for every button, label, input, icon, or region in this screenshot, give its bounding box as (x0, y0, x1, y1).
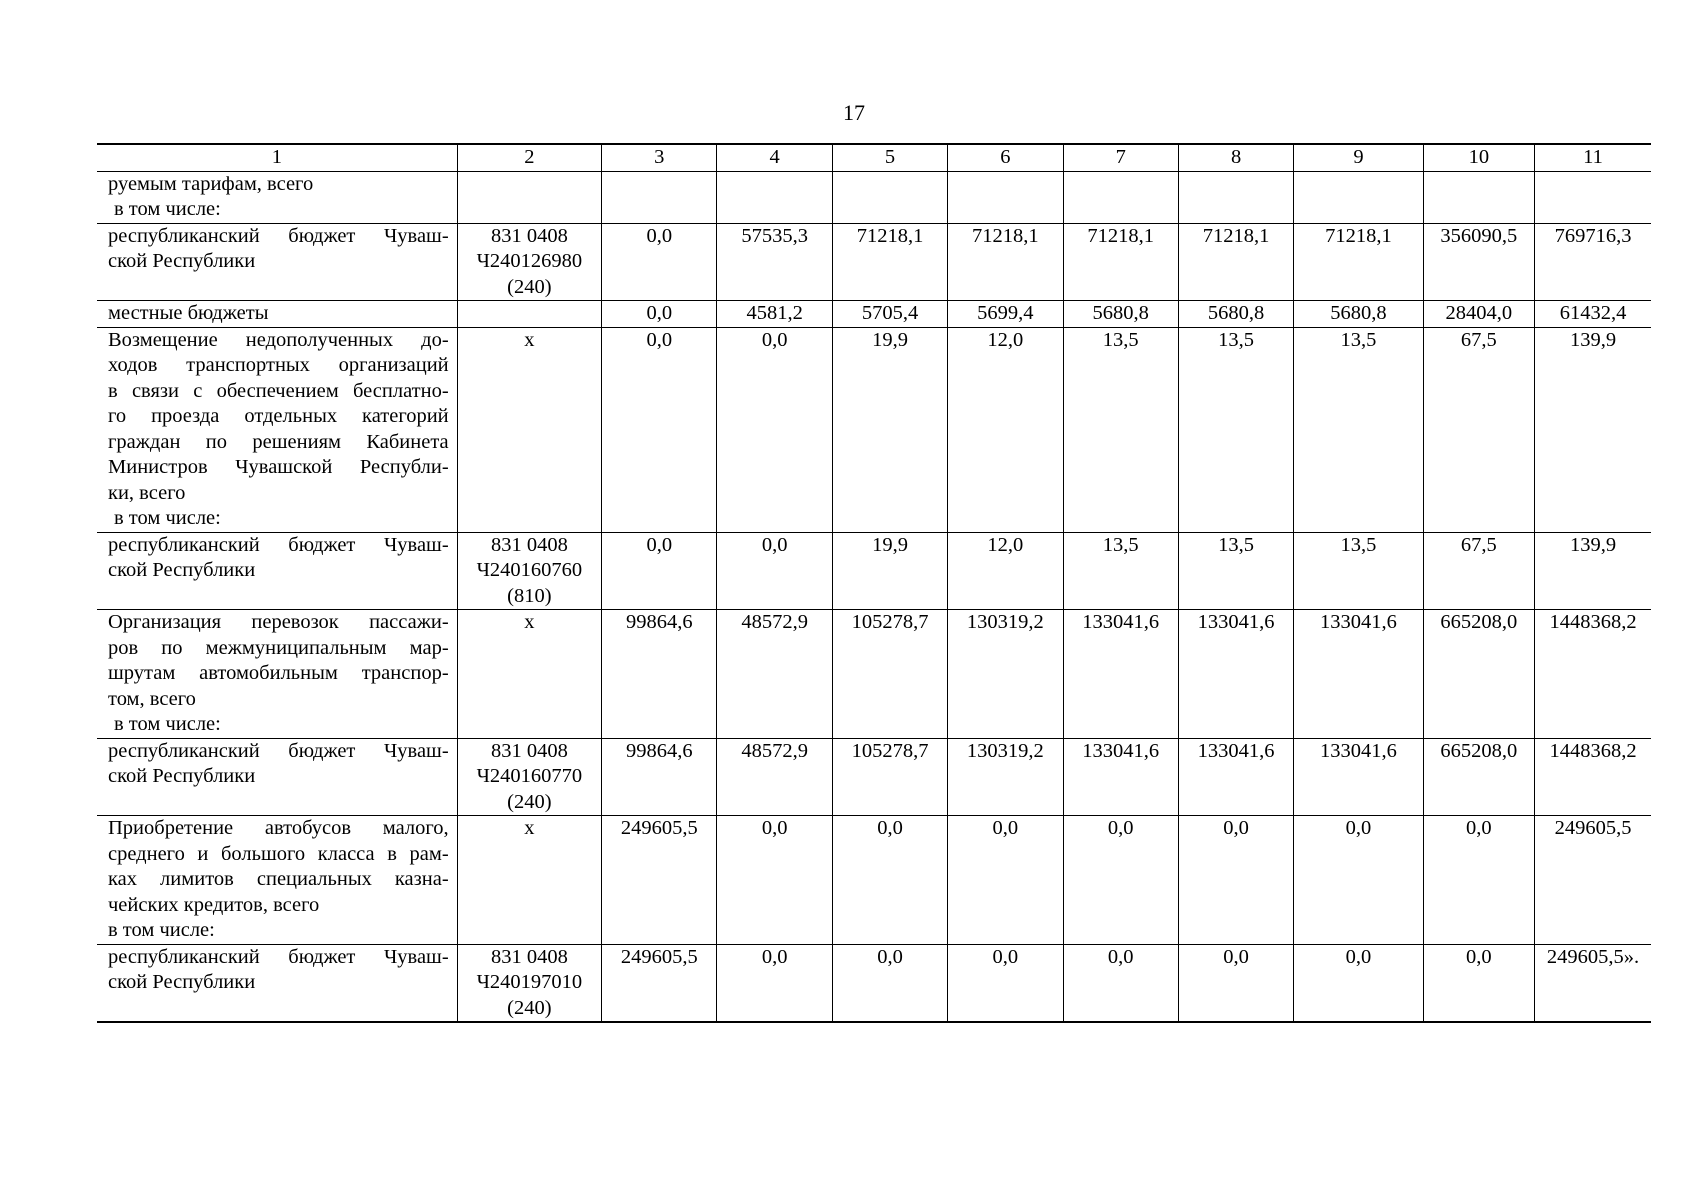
table-row (97, 610, 1651, 739)
value-cell (602, 171, 717, 223)
value-cell: 13,5 (1063, 327, 1178, 532)
code-line: (240) (507, 996, 552, 1019)
code-line: 831 0408 (490, 739, 568, 762)
row-description (97, 610, 457, 739)
value-cell: 99864,6 (602, 738, 717, 816)
value-cell: 71218,1 (948, 223, 1063, 301)
value-cell: 133041,6 (1063, 738, 1178, 816)
value-cell: 57535,3 (717, 223, 832, 301)
value-cell: 19,9 (832, 327, 947, 532)
value-cell: 0,0 (602, 327, 717, 532)
description-line: Организация перевозок пассажи- (108, 611, 449, 633)
value-cell: 105278,7 (832, 738, 947, 816)
description-line: в том числе: (114, 713, 221, 735)
value-cell: 99864,6 (602, 610, 717, 739)
value-cell: 769716,3 (1535, 223, 1651, 301)
value-cell: 249605,5 (602, 944, 717, 1022)
code-line: Ч240160760 (476, 559, 583, 581)
value-cell: 13,5 (1294, 532, 1423, 610)
value-cell: 71218,1 (832, 223, 947, 301)
code-line: 831 0408 (490, 533, 568, 556)
value-cell: 139,9 (1535, 327, 1651, 532)
column-number-header: 4 (717, 144, 832, 171)
value-cell: 0,0 (1178, 944, 1293, 1022)
description-line: Возмещение недополученных до- (108, 328, 449, 351)
value-cell: 5680,8 (1294, 301, 1423, 328)
table-row (97, 532, 1651, 610)
value-cell: 13,5 (1063, 532, 1178, 610)
description-line: шрутам автомобильным транспор- (108, 662, 449, 684)
value-cell: 4581,2 (717, 301, 832, 328)
value-cell: 5680,8 (1063, 301, 1178, 328)
value-cell: 0,0 (717, 327, 832, 532)
value-cell: 0,0 (948, 944, 1063, 1022)
value-cell: 1448368,2 (1535, 738, 1651, 816)
value-cell: 19,9 (832, 532, 947, 610)
budget-classification-code (457, 532, 601, 610)
column-number-header: 10 (1423, 144, 1534, 171)
table-header-row (97, 144, 1651, 171)
value-cell: 48572,9 (717, 610, 832, 739)
value-cell: 0,0 (602, 223, 717, 301)
code-line: Ч240197010 (476, 971, 583, 993)
description-line: ской Республики (108, 971, 256, 993)
description-line: местные бюджеты (108, 302, 269, 324)
value-cell: 133041,6 (1294, 738, 1423, 816)
description-line: в том числе: (114, 198, 221, 220)
budget-classification-code (457, 610, 601, 739)
description-line: Приобретение автобусов малого, (108, 817, 449, 839)
budget-classification-code (457, 816, 601, 945)
code-line: Ч240160770 (476, 765, 583, 787)
row-description (97, 301, 457, 328)
value-cell: 1448368,2 (1535, 610, 1651, 739)
value-cell: 133041,6 (1178, 738, 1293, 816)
code-line: Ч240126980 (476, 250, 583, 272)
row-description (97, 944, 457, 1022)
description-line: го проезда отдельных категорий (108, 405, 449, 427)
value-cell: 0,0 (1423, 816, 1534, 945)
value-cell: 356090,5 (1423, 223, 1534, 301)
column-number-header: 3 (602, 144, 717, 171)
table-row (97, 738, 1651, 816)
description-line: в том числе: (114, 507, 221, 529)
value-cell: 67,5 (1423, 327, 1534, 532)
description-line: руемым тарифам, всего (108, 172, 314, 195)
row-description (97, 327, 457, 532)
value-cell: 71218,1 (1063, 223, 1178, 301)
value-cell (717, 171, 832, 223)
code-line: x (524, 611, 535, 633)
description-line: ках лимитов специальных казна- (108, 868, 449, 890)
value-cell: 71218,1 (1178, 223, 1293, 301)
description-line: в связи с обеспечением бесплатно- (108, 379, 449, 402)
value-cell (948, 171, 1063, 223)
value-cell: 0,0 (832, 816, 947, 945)
code-line: 831 0408 (490, 945, 568, 968)
value-cell: 5705,4 (832, 301, 947, 328)
value-cell: 0,0 (717, 944, 832, 1022)
value-cell: 0,0 (602, 532, 717, 610)
value-cell: 0,0 (832, 944, 947, 1022)
budget-classification-code (457, 327, 601, 532)
value-cell: 130319,2 (948, 738, 1063, 816)
description-line: граждан по решениям Кабинета (108, 430, 449, 453)
value-cell: 48572,9 (717, 738, 832, 816)
code-line: 831 0408 (490, 224, 568, 247)
description-line: республиканский бюджет Чуваш- (108, 739, 449, 762)
description-line: ской Республики (108, 765, 256, 787)
value-cell: 249605,5 (1535, 816, 1651, 945)
value-cell: 71218,1 (1294, 223, 1423, 301)
description-line: Министров Чувашской Республи- (108, 456, 449, 478)
value-cell (1063, 171, 1178, 223)
value-cell: 105278,7 (832, 610, 947, 739)
column-number-header: 6 (948, 144, 1063, 171)
description-line: чейских кредитов, всего (108, 893, 320, 916)
description-line: ров по межмуниципальным мар- (108, 636, 449, 659)
value-cell: 665208,0 (1423, 610, 1534, 739)
value-cell (1423, 171, 1534, 223)
value-cell: 249605,5 (602, 816, 717, 945)
description-line: среднего и большого класса в рам- (108, 842, 449, 865)
budget-classification-code (457, 171, 601, 223)
value-cell: 28404,0 (1423, 301, 1534, 328)
table-row (97, 301, 1651, 328)
table-row (97, 327, 1651, 532)
budget-classification-code (457, 301, 601, 328)
column-number-header: 11 (1535, 144, 1651, 171)
value-cell: 13,5 (1294, 327, 1423, 532)
value-cell: 665208,0 (1423, 738, 1534, 816)
value-cell: 0,0 (1294, 944, 1423, 1022)
value-cell (1178, 171, 1293, 223)
value-cell: 133041,6 (1294, 610, 1423, 739)
value-cell: 130319,2 (948, 610, 1063, 739)
value-cell: 249605,5». (1535, 944, 1651, 1022)
table-row (97, 944, 1651, 1022)
row-description (97, 816, 457, 945)
value-cell: 133041,6 (1063, 610, 1178, 739)
code-line: (240) (507, 790, 552, 813)
description-line: ходов транспортных организаций (108, 354, 449, 376)
value-cell: 0,0 (1063, 816, 1178, 945)
value-cell: 0,0 (1063, 944, 1178, 1022)
description-line: республиканский бюджет Чуваш- (108, 533, 449, 556)
value-cell: 0,0 (948, 816, 1063, 945)
row-description (97, 532, 457, 610)
description-line: республиканский бюджет Чуваш- (108, 945, 449, 968)
table-row (97, 816, 1651, 945)
code-line: (810) (507, 584, 552, 607)
value-cell (1294, 171, 1423, 223)
column-number-header: 8 (1178, 144, 1293, 171)
code-line: (240) (507, 275, 552, 298)
description-line: том, всего (108, 687, 196, 710)
budget-classification-code (457, 944, 601, 1022)
page-number: 17 (843, 100, 865, 125)
value-cell: 13,5 (1178, 532, 1293, 610)
table-row (97, 171, 1651, 223)
column-number-header: 5 (832, 144, 947, 171)
budget-table (97, 143, 1651, 1023)
value-cell (1535, 171, 1651, 223)
description-line: в том числе: (108, 919, 215, 941)
value-cell (832, 171, 947, 223)
value-cell: 12,0 (948, 532, 1063, 610)
row-description (97, 738, 457, 816)
description-line: ки, всего (108, 481, 186, 504)
value-cell: 0,0 (717, 816, 832, 945)
description-line: республиканский бюджет Чуваш- (108, 224, 449, 247)
column-number-header: 7 (1063, 144, 1178, 171)
row-description (97, 171, 457, 223)
column-number-header: 9 (1294, 144, 1423, 171)
code-line: x (524, 328, 535, 351)
value-cell: 67,5 (1423, 532, 1534, 610)
value-cell: 5680,8 (1178, 301, 1293, 328)
table-row (97, 223, 1651, 301)
value-cell: 5699,4 (948, 301, 1063, 328)
value-cell: 61432,4 (1535, 301, 1651, 328)
budget-classification-code (457, 223, 601, 301)
value-cell: 13,5 (1178, 327, 1293, 532)
value-cell: 0,0 (717, 532, 832, 610)
column-number-header: 2 (457, 144, 601, 171)
value-cell: 133041,6 (1178, 610, 1293, 739)
value-cell: 12,0 (948, 327, 1063, 532)
value-cell: 0,0 (1178, 816, 1293, 945)
code-line: x (524, 817, 535, 839)
value-cell: 0,0 (1294, 816, 1423, 945)
description-line: ской Республики (108, 559, 256, 581)
value-cell: 0,0 (602, 301, 717, 328)
value-cell: 0,0 (1423, 944, 1534, 1022)
description-line: ской Республики (108, 250, 256, 272)
value-cell: 139,9 (1535, 532, 1651, 610)
row-description (97, 223, 457, 301)
column-number-header: 1 (97, 144, 457, 171)
budget-classification-code (457, 738, 601, 816)
